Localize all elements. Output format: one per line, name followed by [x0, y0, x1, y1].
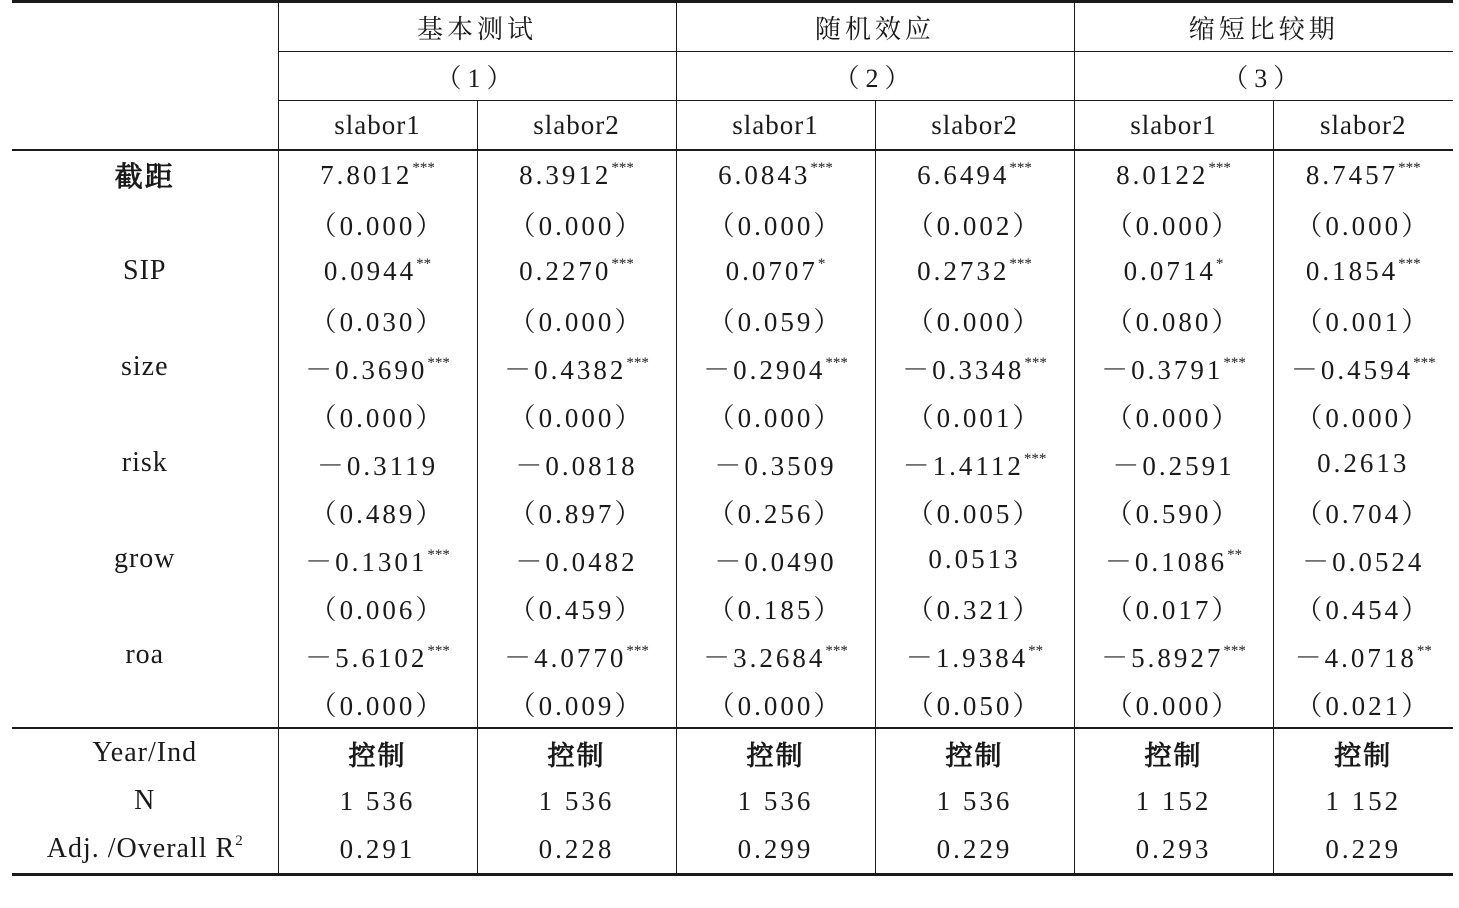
p-value-cell: （0.006） — [278, 583, 477, 631]
row-label-text: N — [134, 785, 156, 816]
significance-stars: ** — [416, 255, 432, 272]
significance-stars: *** — [626, 642, 649, 659]
coefficient-cell: 7.8012*** — [278, 150, 477, 199]
significance-stars: *** — [1009, 159, 1032, 176]
p-value-cell: （0.080） — [1074, 295, 1273, 343]
significance-stars: * — [1215, 255, 1224, 272]
summary-cell: 控制 — [477, 728, 676, 777]
significance-stars: *** — [1398, 159, 1421, 176]
p-value-cell: （0.021） — [1273, 679, 1453, 728]
p-value-cell: （0.704） — [1273, 487, 1453, 535]
header-stub — [12, 52, 278, 101]
coefficient-cell: －5.8927*** — [1074, 631, 1273, 679]
significance-stars: *** — [1023, 450, 1047, 467]
summary-row — [12, 728, 1453, 777]
coefficient-cell: 0.0944** — [278, 247, 477, 295]
group-number-3: （3） — [1074, 52, 1453, 101]
row-label: size — [120, 351, 169, 382]
row-label: roa — [125, 639, 165, 670]
superscript: 2 — [235, 832, 243, 849]
significance-stars: *** — [412, 159, 435, 176]
coefficient-cell: －0.0482 — [477, 535, 676, 583]
coefficient-cell: 0.2613 — [1273, 439, 1453, 487]
p-value-cell: （0.321） — [875, 583, 1074, 631]
p-value-cell: （0.002） — [875, 199, 1074, 247]
coefficient-row — [12, 150, 1453, 199]
coefficient-cell: －4.0770*** — [477, 631, 676, 679]
row-label — [12, 391, 278, 439]
coefficient-row — [12, 343, 1453, 391]
coefficient-cell: 6.6494*** — [875, 150, 1074, 199]
p-value-cell: （0.489） — [278, 487, 477, 535]
p-value-cell: （0.005） — [875, 487, 1074, 535]
coefficient-cell: －0.2591 — [1074, 439, 1273, 487]
significance-stars: *** — [1223, 642, 1246, 659]
coefficient-cell: 8.3912*** — [477, 150, 676, 199]
row-label: grow — [113, 543, 176, 574]
p-value-cell: （0.454） — [1273, 583, 1453, 631]
summary-row — [12, 777, 1453, 825]
coefficient-cell: －0.0490 — [676, 535, 875, 583]
coefficient-cell: 0.0513 — [875, 535, 1074, 583]
p-value-cell: （0.001） — [1273, 295, 1453, 343]
coefficient-cell: －0.0818 — [477, 439, 676, 487]
coefficient-cell: －5.6102*** — [278, 631, 477, 679]
summary-cell: 0.229 — [1273, 825, 1453, 875]
row-label — [12, 728, 278, 777]
summary-cell: 控制 — [1074, 728, 1273, 777]
significance-stars: *** — [1223, 354, 1246, 371]
significance-stars: ** — [1416, 642, 1432, 659]
row-label: SIP — [123, 255, 167, 286]
coefficient-cell: 6.0843*** — [676, 150, 875, 199]
summary-cell: 0.291 — [278, 825, 477, 875]
significance-stars: ** — [1028, 642, 1044, 659]
coefficient-cell: －0.0524 — [1273, 535, 1453, 583]
summary-cell: 0.299 — [676, 825, 875, 875]
p-value-cell: （0.009） — [477, 679, 676, 728]
row-label — [12, 295, 278, 343]
dependent-variable-header: slabor1 — [676, 101, 875, 151]
significance-stars: *** — [825, 354, 848, 371]
p-value-cell: （0.000） — [278, 679, 477, 728]
significance-stars: *** — [626, 354, 649, 371]
row-label — [12, 825, 278, 875]
coefficient-cell: －0.4594*** — [1273, 343, 1453, 391]
coefficient-cell: 0.0714* — [1074, 247, 1273, 295]
group-number-2: （2） — [676, 52, 1074, 101]
significance-stars: *** — [1208, 159, 1231, 176]
p-value-cell: （0.000） — [1074, 679, 1273, 728]
significance-stars: *** — [825, 642, 848, 659]
coefficient-cell: －3.2684*** — [676, 631, 875, 679]
coefficient-cell: －0.3119 — [278, 439, 477, 487]
coefficient-row — [12, 535, 1453, 583]
p-value-cell: （0.897） — [477, 487, 676, 535]
row-label: 截距 — [12, 150, 278, 199]
summary-cell: 1 536 — [676, 777, 875, 825]
significance-stars: *** — [810, 159, 833, 176]
header-row-variables — [12, 101, 1453, 151]
p-value-cell: （0.001） — [875, 391, 1074, 439]
summary-cell: 0.228 — [477, 825, 676, 875]
summary-cell: 控制 — [676, 728, 875, 777]
coefficient-cell: 0.2270*** — [477, 247, 676, 295]
row-label: risk — [121, 447, 168, 478]
regression-table — [12, 0, 1453, 876]
regression-table-container — [12, 0, 1453, 876]
row-label — [12, 777, 278, 825]
summary-cell: 0.293 — [1074, 825, 1273, 875]
group-header-basic-test: 基本测试 — [278, 2, 676, 52]
header-row-groups — [12, 2, 1453, 52]
coefficient-cell: 0.1854*** — [1273, 247, 1453, 295]
significance-stars: * — [817, 255, 826, 272]
row-label — [12, 583, 278, 631]
coefficient-cell: －4.0718** — [1273, 631, 1453, 679]
summary-cell: 1 536 — [278, 777, 477, 825]
p-value-cell: （0.000） — [1074, 199, 1273, 247]
p-value-cell: （0.000） — [676, 391, 875, 439]
p-value-cell: （0.000） — [676, 199, 875, 247]
p-value-cell: （0.017） — [1074, 583, 1273, 631]
p-value-cell: （0.185） — [676, 583, 875, 631]
summary-cell: 控制 — [875, 728, 1074, 777]
p-value-cell: （0.000） — [676, 679, 875, 728]
coefficient-row — [12, 439, 1453, 487]
p-value-cell: （0.000） — [477, 199, 676, 247]
summary-row — [12, 825, 1453, 875]
p-value-cell: （0.000） — [477, 391, 676, 439]
header-stub — [12, 101, 278, 151]
p-value-cell: （0.000） — [1273, 199, 1453, 247]
coefficient-cell: 8.7457*** — [1273, 150, 1453, 199]
coefficient-cell: 8.0122*** — [1074, 150, 1273, 199]
significance-stars: *** — [427, 642, 450, 659]
coefficient-cell: －0.1086** — [1074, 535, 1273, 583]
row-label-text: Year/Ind — [92, 737, 198, 768]
coefficient-cell: －0.3690*** — [278, 343, 477, 391]
header-stub — [12, 2, 278, 52]
row-label — [12, 487, 278, 535]
significance-stars: *** — [1398, 255, 1421, 272]
p-value-row — [12, 199, 1453, 247]
p-value-cell: （0.000） — [278, 199, 477, 247]
significance-stars: *** — [611, 255, 634, 272]
dependent-variable-header: slabor2 — [477, 101, 676, 151]
summary-cell: 控制 — [1273, 728, 1453, 777]
coefficient-cell: －0.3348*** — [875, 343, 1074, 391]
coefficient-cell: －0.3791*** — [1074, 343, 1273, 391]
coefficient-cell: －0.1301*** — [278, 535, 477, 583]
coefficient-cell: 0.2732*** — [875, 247, 1074, 295]
dependent-variable-header: slabor1 — [1074, 101, 1273, 151]
row-label — [12, 199, 278, 247]
p-value-row — [12, 487, 1453, 535]
significance-stars: *** — [1413, 354, 1436, 371]
row-label-text: Adj. /Overall R — [46, 833, 236, 864]
p-value-cell: （0.000） — [1273, 391, 1453, 439]
coefficient-cell: 0.0707* — [676, 247, 875, 295]
significance-stars: *** — [427, 354, 450, 371]
group-number-1: （1） — [278, 52, 676, 101]
coefficient-cell: －1.9384** — [875, 631, 1074, 679]
p-value-cell: （0.590） — [1074, 487, 1273, 535]
summary-cell: 0.229 — [875, 825, 1074, 875]
p-value-cell: （0.000） — [278, 391, 477, 439]
coefficient-rows — [12, 150, 1453, 728]
summary-cell: 1 152 — [1273, 777, 1453, 825]
significance-stars: *** — [1024, 354, 1047, 371]
row-label — [12, 679, 278, 728]
p-value-cell: （0.000） — [1074, 391, 1273, 439]
p-value-row — [12, 391, 1453, 439]
dependent-variable-header: slabor2 — [1273, 101, 1453, 151]
coefficient-row — [12, 631, 1453, 679]
coefficient-cell: －0.4382*** — [477, 343, 676, 391]
significance-stars: *** — [1009, 255, 1032, 272]
coefficient-cell: －0.2904*** — [676, 343, 875, 391]
p-value-cell: （0.030） — [278, 295, 477, 343]
dependent-variable-header: slabor1 — [278, 101, 477, 151]
p-value-cell: （0.256） — [676, 487, 875, 535]
coefficient-cell: －0.3509 — [676, 439, 875, 487]
group-header-shortened-period: 缩短比较期 — [1074, 2, 1453, 52]
p-value-cell: （0.050） — [875, 679, 1074, 728]
p-value-cell: （0.000） — [477, 295, 676, 343]
p-value-row — [12, 679, 1453, 728]
p-value-cell: （0.000） — [875, 295, 1074, 343]
p-value-cell: （0.459） — [477, 583, 676, 631]
summary-cell: 1 536 — [477, 777, 676, 825]
group-header-random-effects: 随机效应 — [676, 2, 1074, 52]
coefficient-row — [12, 247, 1453, 295]
p-value-cell: （0.059） — [676, 295, 875, 343]
dependent-variable-header: slabor2 — [875, 101, 1074, 151]
summary-cell: 1 536 — [875, 777, 1074, 825]
header-row-numbers — [12, 52, 1453, 101]
significance-stars: ** — [1227, 546, 1243, 563]
p-value-row — [12, 583, 1453, 631]
significance-stars: *** — [611, 159, 634, 176]
summary-cell: 控制 — [278, 728, 477, 777]
summary-cell: 1 152 — [1074, 777, 1273, 825]
coefficient-cell: －1.4112*** — [875, 439, 1074, 487]
summary-rows — [12, 728, 1453, 875]
significance-stars: *** — [427, 546, 450, 563]
p-value-row — [12, 295, 1453, 343]
